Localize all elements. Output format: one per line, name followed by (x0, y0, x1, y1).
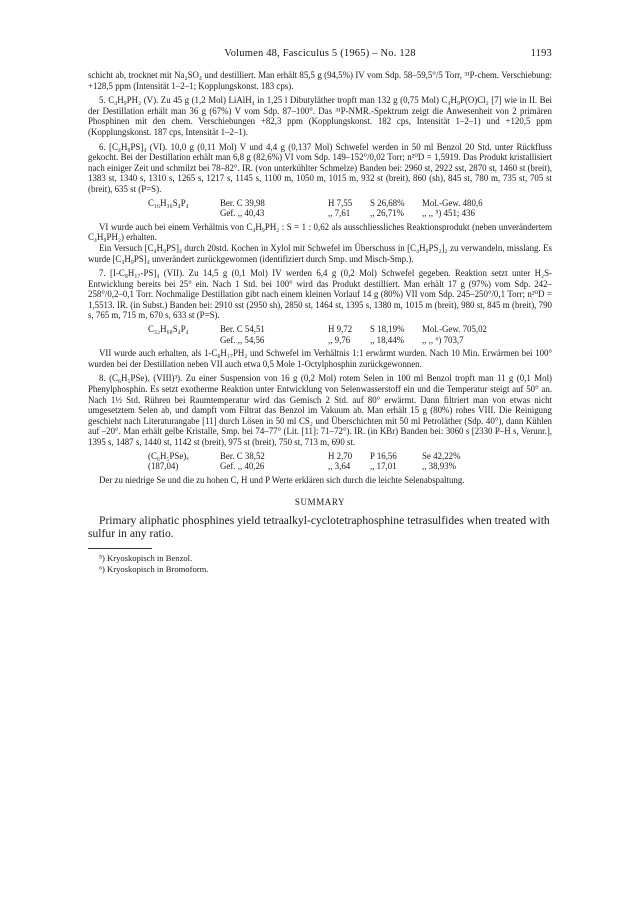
analysis-found-h: ,, 9,76 (328, 334, 351, 345)
page-number: 1193 (530, 48, 552, 59)
analysis-calc-h: H 7,55 (328, 197, 353, 208)
body-text (88, 70, 552, 575)
analysis-calc-s: S 18,19% (370, 324, 405, 335)
paragraph: VI wurde auch bei einem Verhältnis von C₄H₉PH₂ : S = 1 : 0,62 als ausschliessliches Reaktionsprodukt (neben unverändertem C₄H₉PH₂) erhalten. (88, 221, 552, 243)
analysis-found-s: ,, 18,44% (370, 334, 405, 345)
analysis-calc-c: Ber. C 54,51 (220, 324, 265, 335)
paragraph: Der zu niedrige Se und die zu hohen C, H und P Werte erklären sich durch die leichte Selenabspaltung. (99, 474, 465, 485)
analysis-found-c: Gef. ,, 40,26 (220, 461, 265, 472)
analysis-calc-h: H 2,70 (328, 450, 353, 461)
analysis-found-h: ,, 7,61 (328, 208, 351, 219)
analysis-found-mw: ,, ,, ⁶) 703,7 (422, 334, 464, 345)
summary-heading: SUMMARY (294, 497, 346, 508)
footnote-rule (88, 548, 152, 549)
analysis-calc-p: P 16,56 (370, 450, 397, 461)
analysis-formula: C₃₂H₆₈S₄P₄ (148, 324, 189, 335)
analysis-calc-c: Ber. C 39,98 (220, 197, 265, 208)
analysis-formula: C₁₆H₃₆S₄P₄ (148, 197, 189, 208)
footnote: ⁶) Kryoskopisch in Bromoform. (99, 564, 209, 575)
analysis-molecular-weight: (187,04) (148, 461, 179, 472)
analysis-calc-s: S 26,68% (370, 197, 405, 208)
analysis-formula: (C₆H₅PSe)ₓ (148, 450, 189, 461)
analysis-calc-se: Se 42,22% (422, 450, 461, 461)
analysis-calc-mw: Mol.-Gew. 480,6 (422, 197, 483, 208)
running-title: Volumen 48, Fasciculus 5 (1965) – No. 128 (224, 48, 416, 59)
analysis-found-s: ,, 26,71% (370, 208, 405, 219)
analysis-calc-mw: Mol.-Gew. 705,02 (422, 324, 487, 335)
elemental-analysis (148, 198, 552, 219)
footnote: ⁵) Kryoskopisch in Benzol. (99, 553, 193, 564)
elemental-analysis (148, 324, 552, 345)
analysis-found-h: ,, 3,64 (328, 461, 351, 472)
paragraph: schicht ab, trocknet mit Na₂SO₄ und destilliert. Man erhält 85,5 g (94,5%) IV vom Sdp. 58–59,5°/5 Torr, ³¹P-chem. Verschiebung: +128,5 ppm (Intensität 1–2–1; Kopplungskonst. 183 cps). (88, 70, 552, 91)
analysis-calc-c: Ber. C 38,52 (220, 450, 265, 461)
analysis-found-c: Gef. ,, 40,43 (220, 208, 265, 219)
analysis-found-mw: ,, ,, ⁵) 451; 436 (422, 208, 475, 219)
analysis-found-p: ,, 17,01 (370, 461, 397, 472)
paragraph: 5. C₄H₉PH₂ (V). Zu 45 g (1,2 Mol) LiAlH₄ in 1,25 l Dibutyläther tropft man 132 g (0,75 Mol) C₄H₉P(O)Cl₂ [7] wie in II. Bei der Destillation erhält man 36 g (67%) V vom Sdp. 87–100°. Das ³¹P-NMR.-Spektrum zeigt die Anwesenheit von 2 primären Phosphinen mit den chem. Verschiebungen +82,3 ppm (Kopplungskonst. 182 cps, Intensität 1–2–1) und +120,5 ppm (Kopplungskonst. 187 cps, Intensität 1–2–1). (88, 95, 552, 137)
paragraph: 8. (C₆H₅PSe)ₓ (VIII)³). Zu einer Suspension von 16 g (0,2 Mol) rotem Selen in 100 ml Benzol tropft man 11 g (0,1 Mol) Phenylphosphin. Es setzt exotherme Reaktion unter Entwicklung von Selenwasserstoff ein und die Temperatur steigt auf 50° an. Nach 1½ Std. Rühren bei Raumtemperatur wird das Gemisch 2 Std. auf 80° erwärmt. Dann filtriert man von etwas nicht umgesetztem Selen ab, und dampft vom Filtrat das Benzol im Vakuum ab. Man erhält 15 g (80%) rohes VIII. Die Reinigung geschieht nach Literaturangabe [11] durch Lösen in 50 ml CS₂ und Überschichten mit 50 ml Petroläther (Sdp. 40°), dann Kühlen auf –20°. Man erhält gelbe Kristalle, Smp. bei 74–77° (Lit. [11]: 71–72°). IR. (in KBr) Banden bei: 3060 s [2330 P–H s, Verunr.], 1395 s, 1487 s, 1440 st, 1142 st (breit), 975 st (breit), 750 st, 713 m, 690 st. (88, 373, 552, 447)
analysis-calc-h: H 9,72 (328, 324, 353, 335)
elemental-analysis (148, 451, 552, 472)
analysis-found-se: ,, 38,93% (422, 461, 457, 472)
paragraph: Ein Versuch [C₄H₉PS]₄ durch 20std. Kochen in Xylol mit Schwefel im Überschuss in [C₄H₉PS₂]₂ zu verwandeln, misslang. Es wurde [C₄H₉PS]₄ unverändert zurückgewonnen (identifiziert durch Smp. und Misch-Smp.). (88, 242, 552, 264)
paragraph: VII wurde auch erhalten, als 1-C₈H₁₇PH₂ und Schwefel im Verhältnis 1:1 erwärmt wurden. Nach 10 Min. Erwärmen bei 100° wurden bei der Destillation neben VII auch etwa 0,5 Mole 1-Octylphosphin zurückgewonnen. (88, 348, 552, 369)
summary-text: Primary aliphatic phosphines yield tetraalkyl-cyclotetraphosphine tetrasulfides when treated with sulfur in any ratio. (88, 513, 550, 541)
paragraph: 6. [C₄H₉PS]₄ (VI). 10,0 g (0,11 Mol) V und 4,4 g (0,137 Mol) Schwefel werden in 50 ml Benzol 20 Std. unter Rückfluss gekocht. Bei der Destillation erhält man 6,8 g (82,6%) VI vom Sdp. 149–152°/0,02 Torr; n²⁰D = 1,5919. Das Produkt kristallisiert nach einiger Zeit und schmilzt bei 78–82°. IR. (von unterkühlter Schmelze) Banden bei: 2960 st, 2922 sst, 2870 st, 1460 st (breit), 1383 st, 1340 s, 1310 s, 1265 s, 1217 s, 1145 s, 1100 m, 1050 m, 1015 m, 932 st (breit), 860 (sh), 845 st, 780 m, 735 st, 705 st (breit), 635 st (P=S). (88, 141, 552, 194)
paragraph: 7. [I-C₈H₁₇-PS]₄ (VII). Zu 14,5 g (0,1 Mol) IV werden 6,4 g (0,2 Mol) Schwefel gegeben. Reaktion setzt unter H₂S-Entwicklung bereits bei 25° ein. Nach 1 Std. bei 100° wird das Produkt destilliert. Man erhält 17 g (97%) vom Sdp. 242–258°/0,2–0,1 Torr. Nochmalige Destillation gibt nach einem kleinen Vorlauf 14 g (80%) VII vom Sdp. 245–250°/0,1 Torr; n²⁰D = 1,5513. IR. (in Subst.) Banden bei: 2910 sst (2950 sh), 2850 st, 1464 st, 1395 s, 1380 m, 1015 m (breit), 980 st, 845 m (breit), 790 s, 765 m, 715 m, 670 s, 633 st (P=S). (88, 268, 552, 321)
analysis-found-c: Gef. ,, 54,56 (220, 334, 265, 345)
